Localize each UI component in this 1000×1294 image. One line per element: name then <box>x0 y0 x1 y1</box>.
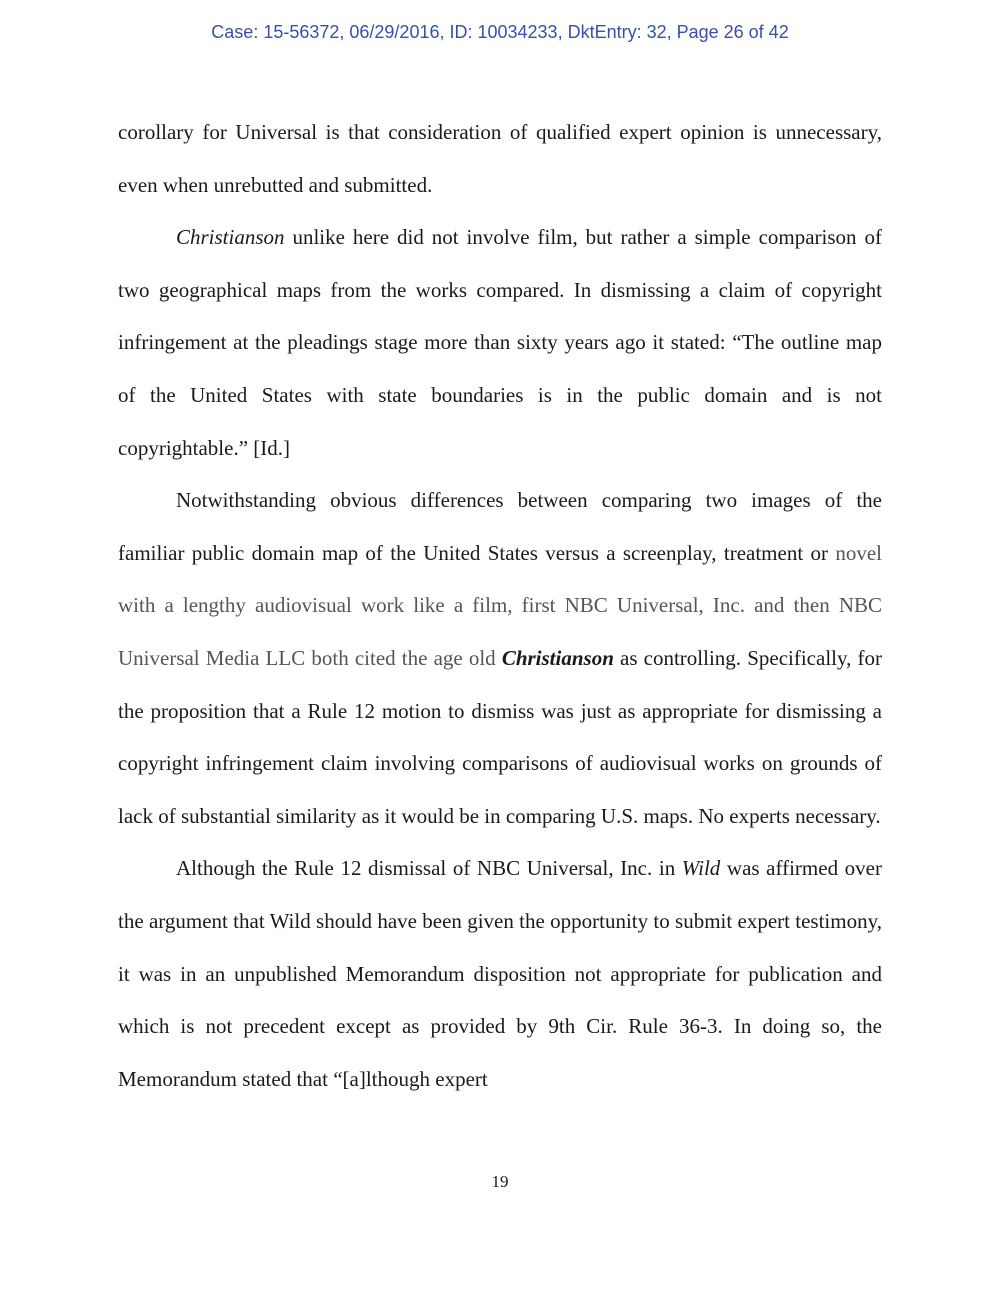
case-name-christianson: Christianson <box>176 225 285 250</box>
case-header <box>0 22 1000 43</box>
case-name-christianson-2: Christianson <box>501 645 614 670</box>
paragraph-4-text-b: was affirmed over the argument that Wild should have been given the opportunity to submit expert testimony, it was in an unpublished Memorandum disposition not appropriate for publication and which is not precedent except as provided by 9th Cir. Rule 36-3. In doing so, the Memorandum stated that “[a]lthough expert <box>118 856 882 1091</box>
page-number: 19 <box>491 1172 509 1191</box>
paragraph-2-text: unlike here did not involve film, but rather a simple comparison of two geographical maps from the works compared. In dismissing a claim of copyright infringement at the pleadings stage more than sixty years ago it stated: “The outline map of the United States with state boundaries is in the public domain and is not copyrightable.” [Id.] <box>118 225 882 460</box>
case-name-wild: Wild <box>681 856 721 881</box>
paragraph-3-text-c: as controlling. Specifically, for the proposition that a Rule 12 motion to dismiss was just as appropriate for dismissing a copyright infringement claim involving comparisons of audiovisual works on grounds of lack of substantial similarity as it would be in comparing U.S. maps. No experts necessary. <box>118 645 882 828</box>
paragraph-1 <box>118 106 882 211</box>
document-body <box>118 106 882 1105</box>
paragraph-4-text-a: Although the Rule 12 dismissal of NBC Universal, Inc. in <box>176 856 682 881</box>
paragraph-3 <box>118 474 882 842</box>
paragraph-3-text-b: novel with a lengthy audiovisual work like a film, first NBC Universal, Inc. and then NBC Universal Media LLC both cited the age old <box>118 540 882 670</box>
case-header-text: Case: 15-56372, 06/29/2016, ID: 10034233, DktEntry: 32, Page 26 of 42 <box>211 22 789 42</box>
paragraph-3-text-a: Notwithstanding obvious differences between comparing two images of the familiar public domain map of the United States versus a screenplay, treatment or <box>118 488 882 565</box>
paragraph-4 <box>118 842 882 1105</box>
paragraph-1-text: corollary for Universal is that consideration of qualified expert opinion is unnecessary, even when unrebutted and submitted. <box>118 120 882 197</box>
paragraph-2 <box>118 211 882 474</box>
